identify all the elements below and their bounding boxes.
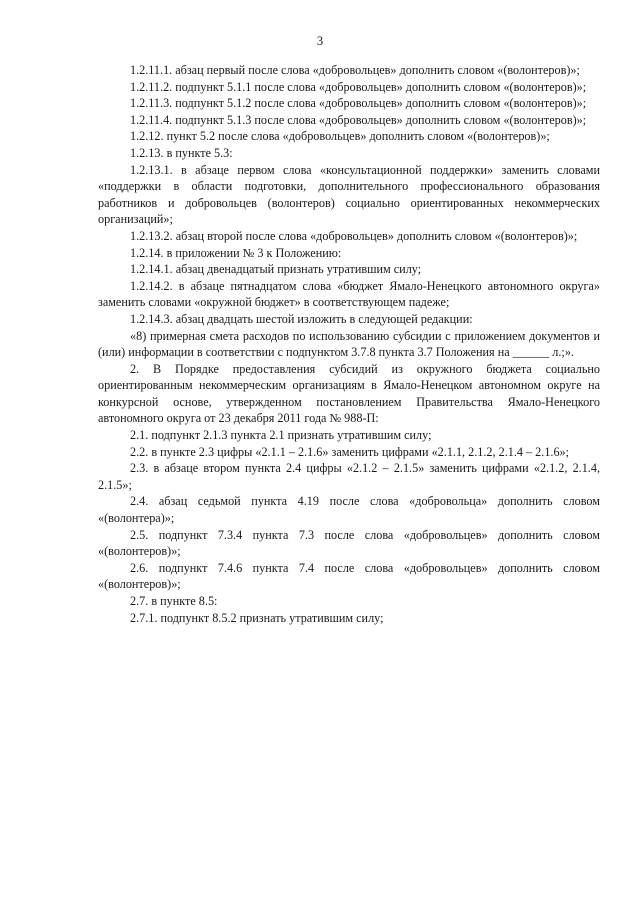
paragraph: 1.2.14.2. в абзаце пятнадцатом слова «бюджет Ямало-Ненецкого автономного округа» заменить словами «окружной бюджет» в соответствующем падеже; — [98, 278, 600, 310]
page-number: 3 — [316, 34, 324, 48]
paragraph: 1.2.14. в приложении № 3 к Положению: — [130, 245, 342, 260]
paragraph: 1.2.13.2. абзац второй после слова «добровольцев» дополнить словом «(волонтеров)»; — [130, 228, 578, 243]
paragraph: 2.4. абзац седьмой пункта 4.19 после слова «добровольца» дополнить словом «(волонтера)»; — [98, 494, 600, 526]
paragraph: 1.2.13. в пункте 5.3: — [130, 145, 233, 160]
paragraph: «8) примерная смета расходов по использованию субсидии с приложением документов и (или) информации в соответствии с подпунктом 3.7.8 пункта 3.7 Положения на ______ л.;». — [98, 328, 600, 360]
paragraph: 1.2.11.2. подпункт 5.1.1 после слова «добровольцев» дополнить словом «(волонтеров)»; — [130, 79, 587, 94]
paragraph: 1.2.13.1. в абзаце первом слова «консультационной поддержки» заменить словами «поддержки в области подготовки, дополнительного профессионального образования работников и добровольцев (волонтеров) социально ориентированных некоммерческих организаций»; — [98, 162, 600, 227]
paragraph: 1.2.11.4. подпункт 5.1.3 после слова «добровольцев» дополнить словом «(волонтеров)»; — [130, 112, 587, 127]
paragraph: 1.2.11.3. подпункт 5.1.2 после слова «добровольцев» дополнить словом «(волонтеров)»; — [130, 96, 587, 111]
paragraph: 2.1. подпункт 2.1.3 пункта 2.1 признать утратившим силу; — [130, 428, 432, 443]
paragraph: 1.2.14.1. абзац двенадцатый признать утратившим силу; — [130, 262, 422, 277]
document-body — [98, 62, 600, 626]
paragraph: 2.5. подпункт 7.3.4 пункта 7.3 после слова «добровольцев» дополнить словом «(волонтеров)»; — [98, 527, 600, 559]
paragraph: 1.2.12. пункт 5.2 после слова «добровольцев» дополнить словом «(волонтеров)»; — [130, 129, 550, 144]
paragraph: 2.7.1. подпункт 8.5.2 признать утратившим силу; — [130, 610, 384, 625]
paragraph: 1.2.14.3. абзац двадцать шестой изложить в следующей редакции: — [130, 311, 473, 326]
paragraph: 2.6. подпункт 7.4.6 пункта 7.4 после слова «добровольцев» дополнить словом «(волонтеров)»; — [98, 560, 600, 592]
paragraph: 2.7. в пункте 8.5: — [130, 594, 218, 608]
paragraph: 2.2. в пункте 2.3 цифры «2.1.1 – 2.1.6» заменить цифрами «2.1.1, 2.1.2, 2.1.4 – 2.1.6»; — [130, 444, 570, 459]
paragraph: 2.3. в абзаце втором пункта 2.4 цифры «2.1.2 – 2.1.5» заменить цифрами «2.1.2, 2.1.4, 2.1.5»; — [98, 461, 600, 492]
paragraph: 2. В Порядке предоставления субсидий из окружного бюджета социально ориентированным некоммерческим организациям в Ямало-Ненецком автономном округе на конкурсной основе, утвержденном постановлением Правительства Ямало-Ненецкого автономного округа от 23 декабря 2011 года № 988-П: — [98, 361, 600, 426]
paragraph: 1.2.11.1. абзац первый после слова «добровольцев» дополнить словом «(волонтеров)»; — [130, 63, 580, 77]
